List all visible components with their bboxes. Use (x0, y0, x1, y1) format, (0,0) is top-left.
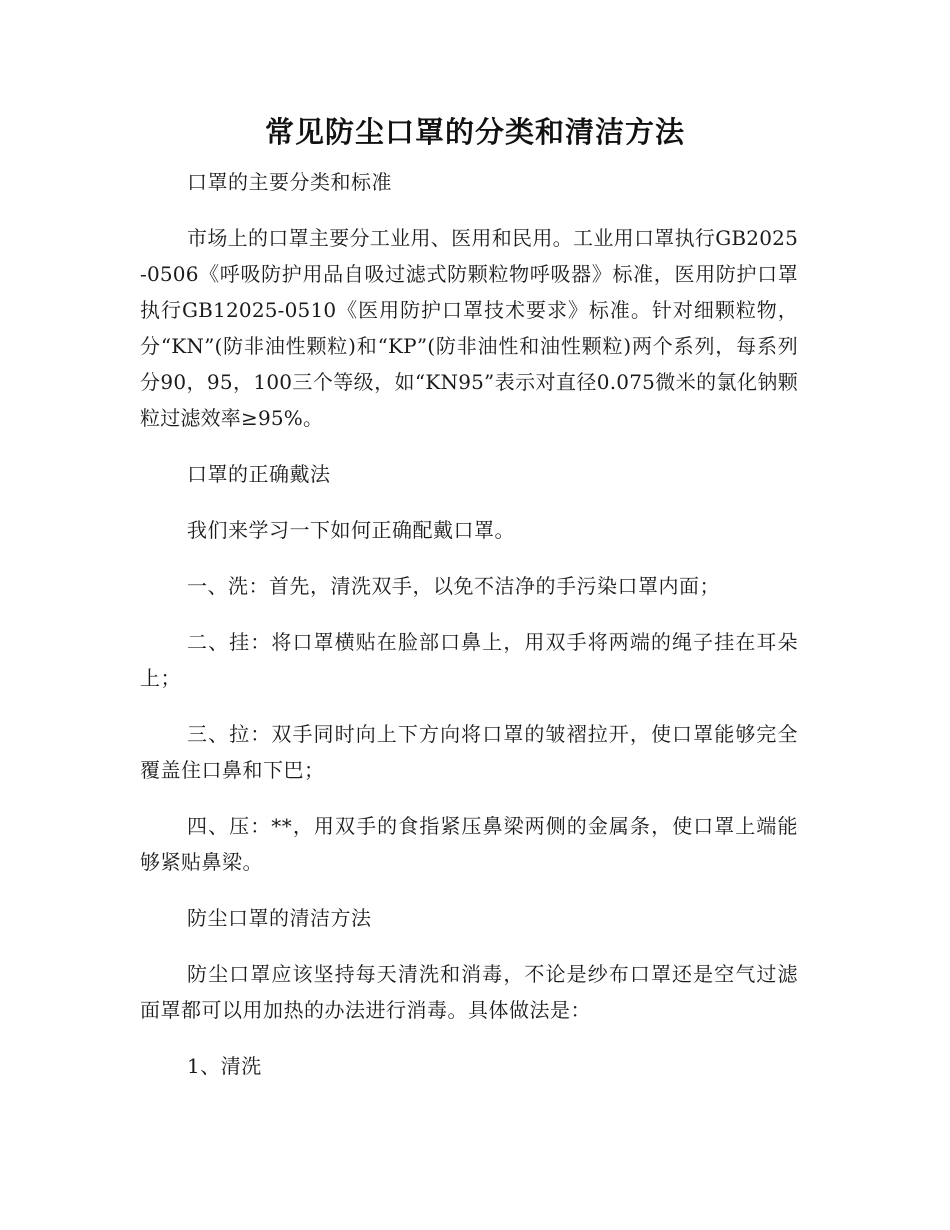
paragraph-wearing-intro: 我们来学习一下如何正确配戴口罩。 (187, 518, 515, 542)
step-hang: 二、挂：将口罩横贴在脸部口鼻上，用双手将两端的绳子挂在耳朵上； (140, 630, 798, 690)
cleaning-step-wash: 1、清洗 (187, 1054, 262, 1078)
step-wash: 一、洗：首先，清洗双手，以免不洁净的手污染口罩内面； (187, 574, 720, 598)
document-body (140, 164, 798, 1104)
step-press: 四、压：**，用双手的食指紧压鼻梁两侧的金属条，使口罩上端能够紧贴鼻梁。 (140, 814, 798, 874)
section-heading-cleaning: 防尘口罩的清洁方法 (187, 906, 372, 930)
document-title: 常见防尘口罩的分类和清洁方法 (264, 115, 685, 149)
paragraph-cleaning: 防尘口罩应该坚持每天清洗和消毒，不论是纱布口罩还是空气过滤面罩都可以用加热的办法进行消毒。具体做法是： (140, 962, 798, 1022)
section-heading-wearing: 口罩的正确戴法 (187, 462, 331, 486)
step-pull: 三、拉：双手同时向上下方向将口罩的皱褶拉开，使口罩能够完全覆盖住口鼻和下巴； (140, 722, 798, 782)
paragraph-standards: 市场上的口罩主要分工业用、医用和民用。工业用口罩执行GB2025-0506《呼吸防护用品自吸过滤式防颗粒物呼吸器》标准，医用防护口罩执行GB12025-0510《医用防护口罩技术要求》标准。针对细颗粒物，分“KN”(防非油性颗粒)和“KP”(防非油性和油性颗粒)两个系列，每系列分90，95，100三个等级，如“KN95”表示对直径0.075微米的氯化钠颗粒过滤效率≥95%。 (140, 226, 798, 430)
section-heading-classification: 口罩的主要分类和标准 (187, 170, 392, 194)
